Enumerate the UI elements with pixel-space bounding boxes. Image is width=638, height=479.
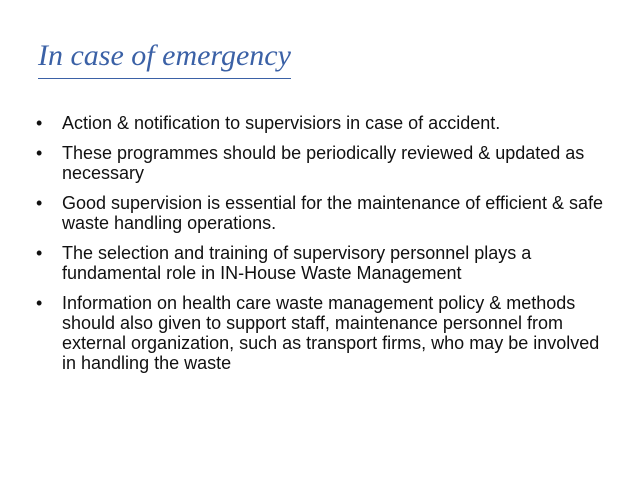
bullet-item <box>36 243 606 283</box>
bullet-text: The selection and training of supervisory personnel plays a fundamental role in IN-House Waste Management <box>62 243 532 283</box>
bullet-item <box>36 113 606 133</box>
bullet-dot-icon: • <box>36 293 43 313</box>
bullet-text: Good supervision is essential for the maintenance of efficient & safe waste handling operations. <box>62 193 603 233</box>
bullet-dot-icon: • <box>36 193 43 213</box>
bullet-item <box>36 293 606 373</box>
bullet-text: Information on health care waste management policy & methods should also given to support staff, maintenance personnel from external organization, such as transport firms, who may be involved in handling the waste <box>62 293 600 373</box>
bullet-text: These programmes should be periodically reviewed & updated as necessary <box>62 143 585 183</box>
title-underline <box>38 78 291 79</box>
bullet-item <box>36 193 606 233</box>
bullet-dot-icon: • <box>36 243 43 263</box>
bullet-list <box>36 113 606 383</box>
bullet-dot-icon: • <box>36 143 43 163</box>
bullet-text: Action & notification to supervisiors in case of accident. <box>62 113 501 133</box>
slide-title: In case of emergency <box>38 39 291 72</box>
bullet-item <box>36 143 606 183</box>
bullet-dot-icon: • <box>36 113 43 133</box>
